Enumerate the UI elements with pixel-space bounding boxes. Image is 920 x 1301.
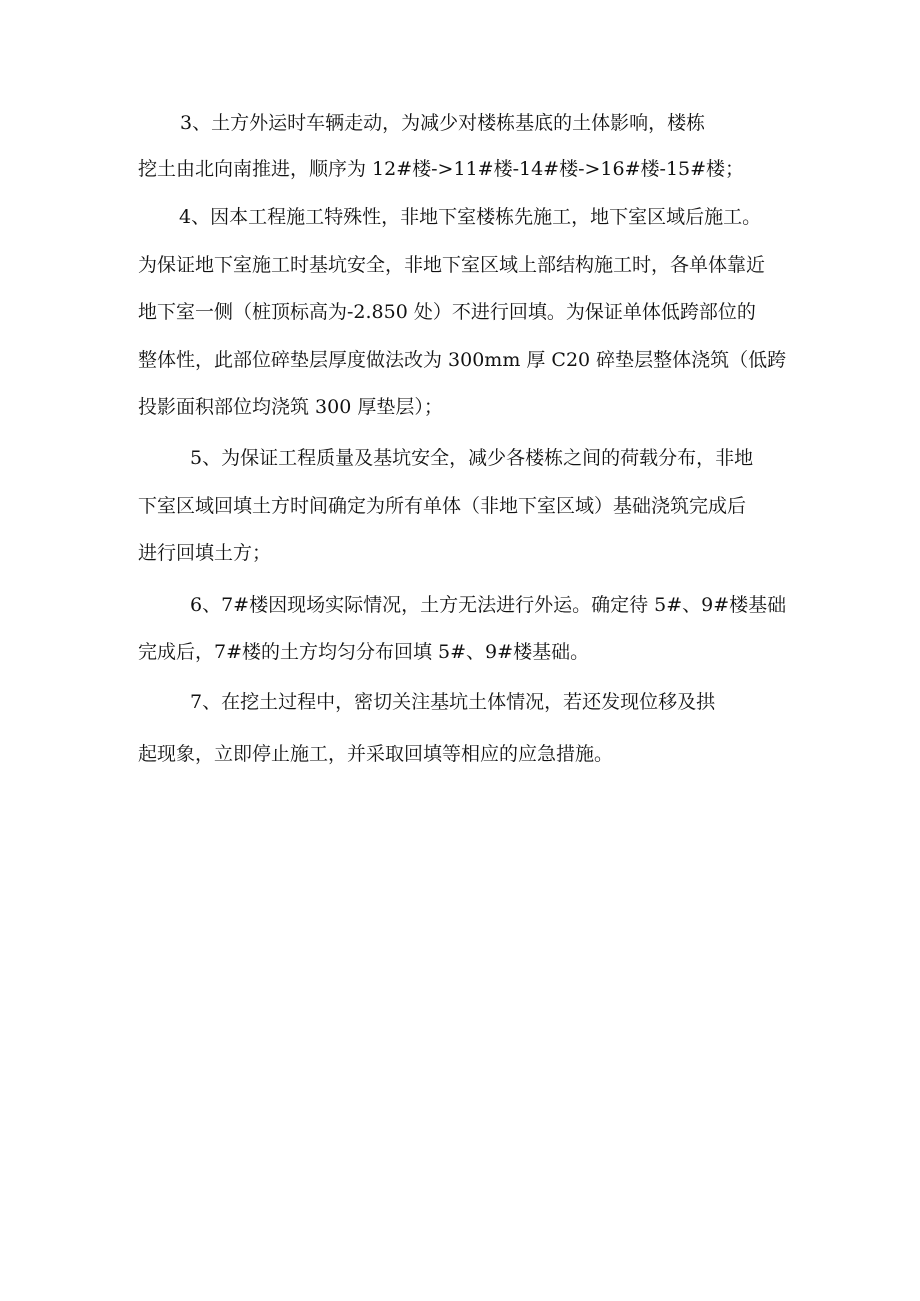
paragraph-5-line-3: 进行回填土方； <box>138 542 272 564</box>
paragraph-4-line-3: 地下室一侧（桩顶标高为-2.850 处）不进行回填。为保证单体低跨部位的 <box>138 301 756 323</box>
paragraph-4-line-1: 4、因本工程施工特殊性，非地下室楼栋先施工，地下室区域后施工。 <box>179 206 762 228</box>
paragraph-4-line-5: 投影面积部位均浇筑 300 厚垫层）； <box>138 396 443 418</box>
paragraph-6-line-1: 6、7#楼因现场实际情况，土方无法进行外运。确定待 5#、9#楼基础 <box>190 594 787 616</box>
paragraph-5-line-2: 下室区域回填土方时间确定为所有单体（非地下室区域）基础浇筑完成后 <box>138 495 747 517</box>
paragraph-4-line-2: 为保证地下室施工时基坑安全，非地下室区域上部结构施工时，各单体靠近 <box>138 254 766 276</box>
paragraph-3-line-2: 挖土由北向南推进，顺序为 12#楼->11#楼-14#楼->16#楼-15#楼； <box>138 158 745 180</box>
paragraph-3-line-1: 3、土方外运时车辆走动，为减少对楼栋基底的土体影响，楼栋 <box>180 112 706 134</box>
paragraph-5-line-1: 5、为保证工程质量及基坑安全，减少各楼栋之间的荷载分布，非地 <box>190 447 754 469</box>
paragraph-6-line-2: 完成后，7#楼的土方均匀分布回填 5#、9#楼基础。 <box>138 641 590 663</box>
paragraph-7-line-1: 7、在挖土过程中，密切关注基坑土体情况，若还发现位移及拱 <box>190 691 716 713</box>
paragraph-7-line-2: 起现象，立即停止施工，并采取回填等相应的应急措施。 <box>138 743 614 765</box>
paragraph-4-line-4: 整体性，此部位碎垫层厚度做法改为 300mm 厚 C20 碎垫层整体浇筑（低跨 <box>138 349 787 371</box>
